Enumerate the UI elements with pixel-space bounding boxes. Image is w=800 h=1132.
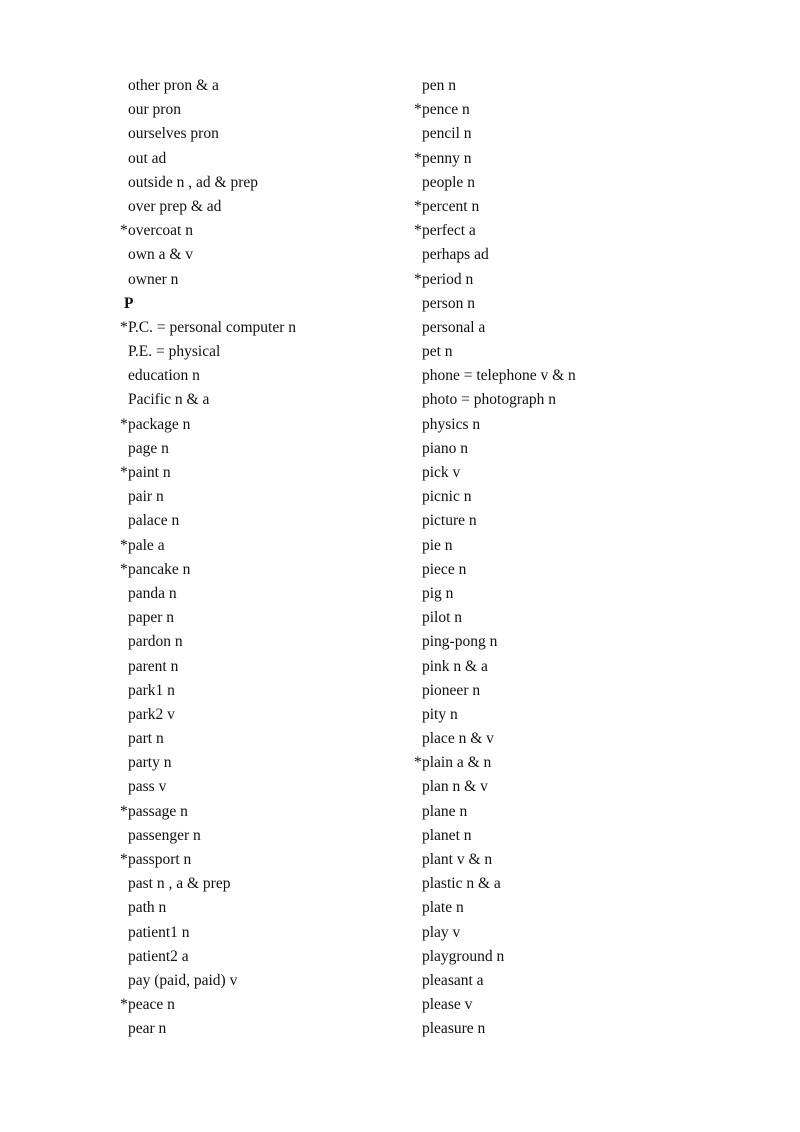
word-entry — [120, 872, 420, 896]
word-entry — [414, 147, 714, 171]
word-entry — [414, 74, 714, 98]
word-entry — [120, 606, 420, 630]
word-text: other pron & a — [128, 77, 219, 94]
word-entry — [414, 534, 714, 558]
word-entry — [120, 461, 420, 485]
word-entry — [120, 122, 420, 146]
word-text: pig n — [422, 584, 454, 602]
word-entry — [120, 388, 420, 412]
word-text: pen n — [422, 77, 457, 94]
word-entry — [120, 800, 420, 824]
word-entry — [120, 582, 420, 606]
word-text: overcoat n — [128, 222, 193, 240]
word-entry — [120, 969, 420, 993]
word-text: part n — [128, 730, 164, 748]
word-entry — [414, 461, 714, 485]
word-list-right-column — [414, 74, 714, 1042]
word-text: page n — [128, 439, 169, 457]
word-entry — [120, 679, 420, 703]
word-entry — [414, 945, 714, 969]
word-entry — [414, 195, 714, 219]
word-text: our pron — [128, 101, 181, 119]
word-text: passage n — [128, 802, 188, 820]
word-entry — [120, 945, 420, 969]
word-text: playground n — [422, 947, 505, 965]
word-text: perfect a — [422, 222, 476, 240]
word-text: ping-pong n — [422, 633, 498, 651]
word-text: plant v & n — [422, 851, 493, 868]
word-text: palace n — [128, 512, 180, 530]
asterisk-marker: * — [414, 101, 422, 119]
word-text: pink n & a — [422, 657, 488, 675]
word-entry — [414, 98, 714, 122]
word-entry — [120, 534, 420, 558]
word-text: path n — [128, 899, 167, 917]
word-text: P.E. = physical — [128, 343, 221, 361]
word-text: outside n , ad & prep — [128, 173, 259, 191]
word-entry — [414, 364, 714, 388]
word-entry — [414, 848, 714, 872]
word-entry — [414, 437, 714, 461]
word-entry — [120, 340, 420, 364]
word-text: patient2 a — [128, 947, 189, 965]
word-entry — [414, 340, 714, 364]
word-text: package n — [128, 415, 191, 433]
word-text: plate n — [422, 899, 464, 917]
asterisk-marker: * — [414, 222, 422, 240]
word-text: park2 v — [128, 705, 175, 723]
word-entry — [120, 655, 420, 679]
word-entry — [120, 74, 420, 98]
word-entry — [414, 558, 714, 582]
word-text: panda n — [128, 584, 177, 602]
word-text: pale a — [128, 536, 165, 554]
asterisk-marker: * — [120, 415, 128, 433]
word-text: parent n — [128, 657, 179, 675]
word-entry — [120, 703, 420, 727]
word-text: patient1 n — [128, 923, 190, 941]
word-entry — [414, 921, 714, 945]
word-entry — [120, 848, 420, 872]
word-entry — [414, 582, 714, 606]
word-entry — [414, 122, 714, 146]
word-text: penny n — [422, 149, 472, 167]
asterisk-marker: * — [414, 754, 422, 772]
word-text: play v — [422, 923, 461, 941]
word-entry — [120, 775, 420, 799]
word-entry — [414, 824, 714, 848]
word-text: picnic n — [422, 488, 472, 506]
word-text: over prep & ad — [128, 197, 222, 215]
word-entry — [120, 364, 420, 388]
word-entry — [414, 268, 714, 292]
asterisk-marker: * — [414, 197, 422, 215]
word-entry — [414, 413, 714, 437]
word-entry — [414, 630, 714, 654]
word-entry — [414, 655, 714, 679]
word-text: personal a — [422, 318, 486, 336]
word-entry — [120, 268, 420, 292]
word-entry — [120, 921, 420, 945]
asterisk-marker: * — [414, 270, 422, 288]
asterisk-marker: * — [120, 222, 128, 240]
word-text: Pacific n & a — [128, 391, 210, 409]
word-text: education n — [128, 367, 200, 385]
word-text: out ad — [128, 149, 167, 167]
word-entry — [120, 509, 420, 533]
word-text: planet n — [422, 826, 472, 844]
word-entry — [120, 896, 420, 920]
word-entry — [120, 993, 420, 1017]
word-text: pair n — [128, 488, 164, 506]
word-entry — [120, 485, 420, 509]
word-entry — [120, 171, 420, 195]
word-entry — [414, 219, 714, 243]
word-text: pear n — [128, 1020, 167, 1038]
word-entry — [120, 316, 420, 340]
word-text: paint n — [128, 464, 171, 481]
word-entry — [120, 98, 420, 122]
word-text: period n — [422, 270, 474, 288]
word-entry — [120, 558, 420, 582]
word-text: plastic n & a — [422, 875, 501, 893]
word-entry — [414, 509, 714, 533]
asterisk-marker: * — [120, 802, 128, 820]
word-text: pleasure n — [422, 1020, 486, 1038]
word-entry — [120, 824, 420, 848]
word-text: pity n — [422, 705, 458, 723]
word-text: please v — [422, 996, 473, 1014]
word-entry — [120, 1017, 420, 1041]
word-text: pancake n — [128, 560, 191, 578]
word-entry — [120, 751, 420, 775]
word-entry — [120, 147, 420, 171]
word-text: pie n — [422, 536, 453, 554]
asterisk-marker: * — [414, 149, 422, 167]
word-text: pardon n — [128, 633, 183, 651]
word-entry — [414, 993, 714, 1017]
asterisk-marker: * — [120, 560, 128, 578]
word-text: pence n — [422, 101, 470, 119]
word-text: person n — [422, 294, 475, 312]
word-text: people n — [422, 173, 475, 191]
word-entry — [414, 171, 714, 195]
word-text: pencil n — [422, 125, 472, 143]
word-entry — [414, 751, 714, 775]
word-entry — [120, 243, 420, 267]
word-entry — [414, 775, 714, 799]
word-entry — [414, 703, 714, 727]
word-entry — [414, 316, 714, 340]
word-entry — [120, 219, 420, 243]
word-text: park1 n — [128, 681, 175, 699]
word-entry — [414, 243, 714, 267]
asterisk-marker: * — [120, 318, 128, 336]
word-entry — [414, 872, 714, 896]
word-entry — [120, 437, 420, 461]
word-entry — [120, 195, 420, 219]
word-entry — [414, 896, 714, 920]
word-entry — [414, 679, 714, 703]
word-text: pay (paid, paid) v — [128, 971, 238, 989]
asterisk-marker: * — [120, 996, 128, 1014]
word-text: plane n — [422, 802, 468, 820]
word-text: perhaps ad — [422, 246, 489, 264]
word-text: plain a & n — [422, 754, 492, 772]
word-entry — [120, 727, 420, 751]
word-text: past n , a & prep — [128, 875, 231, 893]
word-text: owner n — [128, 270, 179, 288]
word-entry — [414, 800, 714, 824]
word-text: physics n — [422, 415, 481, 433]
word-entry — [414, 969, 714, 993]
word-entry — [120, 413, 420, 437]
word-text: passport n — [128, 851, 192, 868]
word-text: passenger n — [128, 826, 201, 844]
word-entry — [414, 1017, 714, 1041]
word-text: party n — [128, 754, 172, 772]
word-text: percent n — [422, 197, 480, 215]
word-text: P.C. = personal computer n — [128, 318, 297, 336]
word-text: paper n — [128, 609, 175, 627]
word-text: pet n — [422, 343, 453, 361]
word-text: pleasant a — [422, 971, 484, 989]
word-text: own a & v — [128, 246, 194, 264]
asterisk-marker: * — [120, 851, 128, 868]
word-text: picture n — [422, 512, 477, 530]
word-text: piano n — [422, 439, 469, 457]
section-letter-heading — [120, 292, 420, 316]
word-text: ourselves pron — [128, 125, 219, 143]
word-text: pass v — [128, 778, 167, 796]
word-text: phone = telephone v & n — [422, 367, 576, 385]
word-entry — [414, 727, 714, 751]
word-text: pick v — [422, 464, 461, 481]
word-entry — [414, 606, 714, 630]
word-text: piece n — [422, 560, 467, 578]
word-text: photo = photograph n — [422, 391, 557, 409]
word-text: peace n — [128, 996, 175, 1014]
word-entry — [414, 388, 714, 412]
asterisk-marker: * — [120, 464, 128, 481]
asterisk-marker: * — [120, 536, 128, 554]
word-list-left-column — [120, 74, 420, 1042]
word-entry — [120, 630, 420, 654]
section-letter: P — [124, 294, 134, 312]
word-entry — [414, 292, 714, 316]
word-text: plan n & v — [422, 778, 488, 796]
word-text: pilot n — [422, 609, 463, 627]
word-text: place n & v — [422, 730, 494, 748]
word-text: pioneer n — [422, 681, 481, 699]
word-entry — [414, 485, 714, 509]
